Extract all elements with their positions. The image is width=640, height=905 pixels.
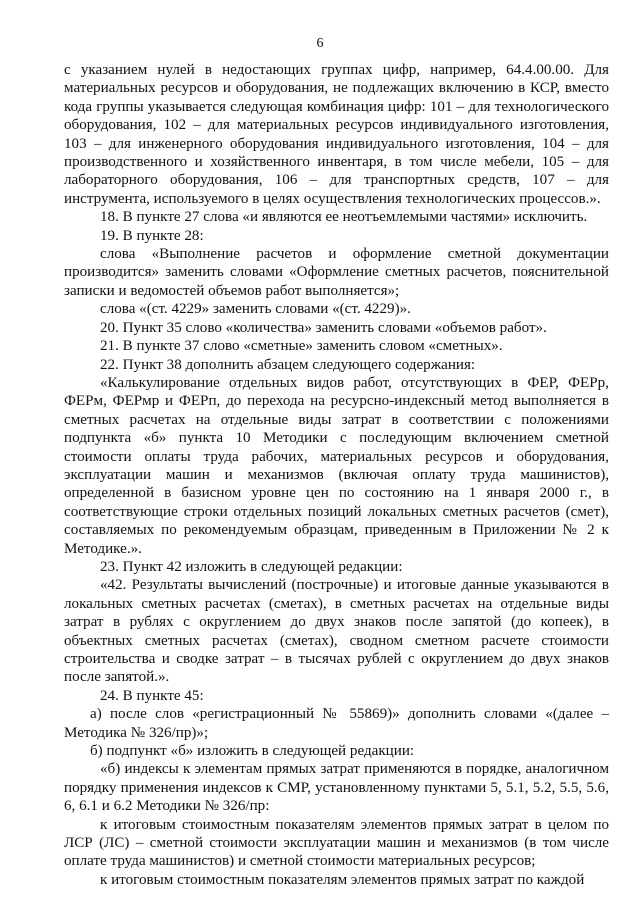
paragraph: 21. В пункте 37 слово «сметные» заменить словом «сметных». [100,338,503,355]
paragraph: к итоговым стоимостным показателям элементов прямых затрат по каждой [100,871,585,888]
paragraph: 22. Пункт 38 дополнить абзацем следующего содержания: [100,356,476,373]
paragraph: 20. Пункт 35 слово «количества» заменить словами «объемов работ». [100,319,547,336]
paragraph: слова «(ст. 4229» заменить словами «(ст. 4229)». [100,301,411,318]
paragraph: «б) индексы к элементам прямых затрат применяются в порядке, аналогичном порядку применения индексов к СМР, установленному пунктами 5, 5.1, 5.2, 5.5, 5.6, 6, 6.1 и 6.2 Методики № 326/пр: [64,761,609,815]
paragraph: а) после слов «регистрационный № 55869)» дополнить словами «(далее – Методика № 326/пр)»; [64,706,609,741]
paragraph: 19. В пункте 28: [100,227,204,244]
paragraph: б) подпункт «б» изложить в следующей редакции: [90,743,415,760]
paragraph: «Калькулирование отдельных видов работ, отсутствующих в ФЕР, ФЕРр, ФЕРм, ФЕРмр и ФЕРп, до перехода на ресурсно-индексный метод выполняется в сметных расчетах на отдельные виды затрат в соответствии с положениями подпункта «б» пункта 10 Методики с последующим включением сметной стоимости оплаты труда рабочих, материальных ресурсов и оборудования, эксплуатации машин и механизмов (включая оплату труда машинистов), определенной в базисном уровне цен по состоянию на 1 января 2000 г., в соответствующие строки отдельных позиций локальных сметных расчетов (смет), составляемых по рекомендуемым образцам, приведенным в Приложении № 2 к Методике.». [64,374,609,557]
page-number: 6 [316,36,324,51]
paragraph: с указанием нулей в недостающих группах цифр, например, 64.4.00.00. Для материальных ресурсов и оборудования, не подлежащих включению в КСР, вместо кода группы указывается следующая комбинация цифр: 101 – для технологического оборудования, 102 – для материальных ресурсов индивидуального изготовления, 103 – для инженерного оборудования индивидуального изготовления, 104 – для производственного и хозяйственного инвентаря, в том числе мебели, 105 – для лабораторного оборудования, 106 – для транспортных средств, 107 – для инструмента, используемого в целях осуществления технологических процессов.». [64,62,609,207]
paragraph: «42. Результаты вычислений (построчные) и итоговые данные указываются в локальных сметных расчетах (сметах), в сметных расчетах на отдельные виды затрат в рублях с округлением до двух знаков после запятой (до копеек), в объектных сметных расчетах (сметах), сводном сметном расчете стоимости строительства и сводке затрат – в тысячах рублей с округлением до двух знаков после запятой.». [64,577,609,686]
paragraph: к итоговым стоимостным показателям элементов прямых затрат в целом по ЛСР (ЛС) – сметной стоимости эксплуатации машин и механизмов (в том числе оплате труда машинистов) и сметной стоимости материальных ресурсов; [64,816,609,870]
paragraph: слова «Выполнение расчетов и оформление сметной документации производится» заменить словами «Оформление сметных расчетов, пояснительной записки и ведомостей объемов работ выполняется»; [64,246,609,299]
paragraph: 24. В пункте 45: [100,687,204,704]
paragraph: 18. В пункте 27 слова «и являются ее неотъемлемыми частями» исключить. [100,209,588,226]
paragraph: 23. Пункт 42 изложить в следующей редакции: [100,558,403,575]
document-body [64,61,609,889]
